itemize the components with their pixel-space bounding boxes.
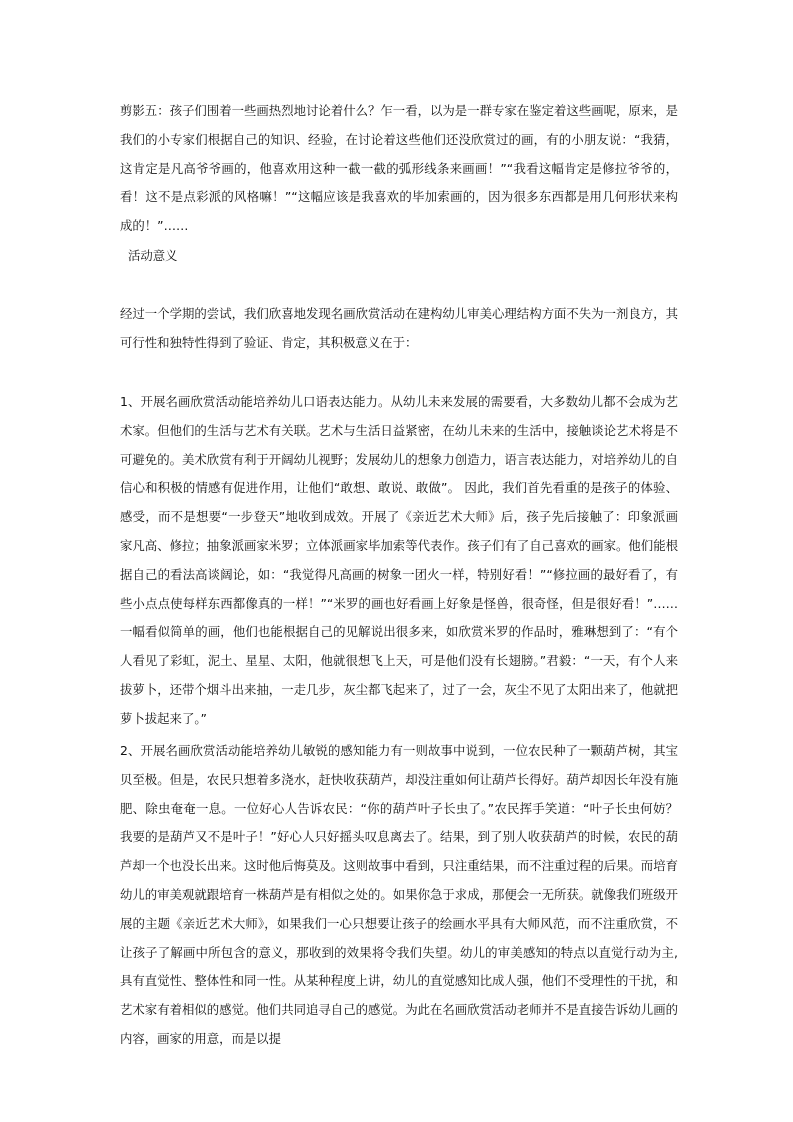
section-heading-activity-significance: 活动意义 <box>128 248 178 263</box>
paragraph-intro: 经过一个学期的尝试，我们欣喜地发现名画欣赏活动在建构幼儿审美心理结构方面不失为一剂良方，其可行性和独特性得到了验证、肯定，其积极意义在于： <box>120 306 678 350</box>
paragraph-point-1: 1、开展名画欣赏活动能培养幼儿口语表达能力。从幼儿未来发展的需要看，大多数幼儿都不会成为艺术家。但他们的生活与艺术有关联。艺术与生活日益紧密，在幼儿未来的生活中，接触谈论艺术将是不可避免的。美术欣赏有利于开阔幼儿视野；发展幼儿的想象力创造力，语言表达能力，对培养幼儿的自信心和积极的情感有促进作用，让他们“敢想、敢说、敢做”。 因此，我们首先看重的是孩子的体验、感受，而不是想要“一步登天”地收到成效。开展了《亲近艺术大师》后，孩子先后接触了：印象派画家凡高、修拉；抽象派画家米罗；立体派画家毕加索等代表作。孩子们有了自己喜欢的画家。他们能根据自己的看法高谈阔论，如：“我觉得凡高画的树象一团火一样，特别好看！”“修拉画的最好看了，有些小点点使每样东西都像真的一样！”“米罗的画也好看画上好象是怪兽，很奇怪，但是很好看！”……一幅看似简单的画，他们也能根据自己的见解说出很多来，如欣赏米罗的作品时，雅琳想到了：“有个人看见了彩虹，泥土、星星、太阳，他就很想飞上天，可是他们没有长翅膀。”君毅：“一天，有个人来拔萝卜，还带个烟斗出来抽，一走几步，灰尘都飞起来了，过了一会，灰尘不见了太阳出来了，他就把萝卜拔起来了。” <box>120 394 678 726</box>
paragraph-point-2: 2、开展名画欣赏活动能培养幼儿敏锐的感知能力有一则故事中说到，一位农民种了一颗葫芦树，其宝贝至极。但是，农民只想着多浇水，赶快收获葫芦，却没注重如何让葫芦长得好。葫芦却因长年没有施肥、除虫奄奄一息。一位好心人告诉农民：“你的葫芦叶子长虫了。”农民挥手笑道：“叶子长虫何妨？我要的是葫芦又不是叶子！”好心人只好摇头叹息离去了。结果，到了别人收获葫芦的时候，农民的葫芦却一个也没长出来。这时他后悔莫及。这则故事中看到，只注重结果，而不注重过程的后果。而培育幼儿的审美观就跟培育一株葫芦是有相似之处的。如果你急于求成，那便会一无所获。就像我们班级开展的主题《亲近艺术大师》，如果我们一心只想要让孩子的绘画水平具有大师风范，而不注重欣赏，不让孩子了解画中所包含的意义，那收到的效果将令我们失望。幼儿的审美感知的特点以直觉行动为主,具有直觉性、整体性和同一性。从某种程度上讲，幼儿的直觉感知比成人强，他们不受理性的干扰，和艺术家有着相似的感觉。他们共同追寻自己的感觉。为此在名画欣赏活动老师并不是直接告诉幼儿画的内容，画家的用意，而是以提 <box>120 743 678 1046</box>
paragraph-silhouette-five: 剪影五：孩子们围着一些画热烈地讨论着什么？乍一看，以为是一群专家在鉴定着这些画呢，原来，是我们的小专家们根据自己的知识、经验，在讨论着这些他们还没欣赏过的画，有的小朋友说：“我猜，这肯定是凡高爷爷画的，他喜欢用这种一截一截的弧形线条来画画！”“我看这幅肯定是修拉爷爷的，看！这不是点彩派的风格嘛！”“这幅应该是我喜欢的毕加索画的，因为很多东西都是用几何形状来构成的！”…… <box>120 103 678 234</box>
